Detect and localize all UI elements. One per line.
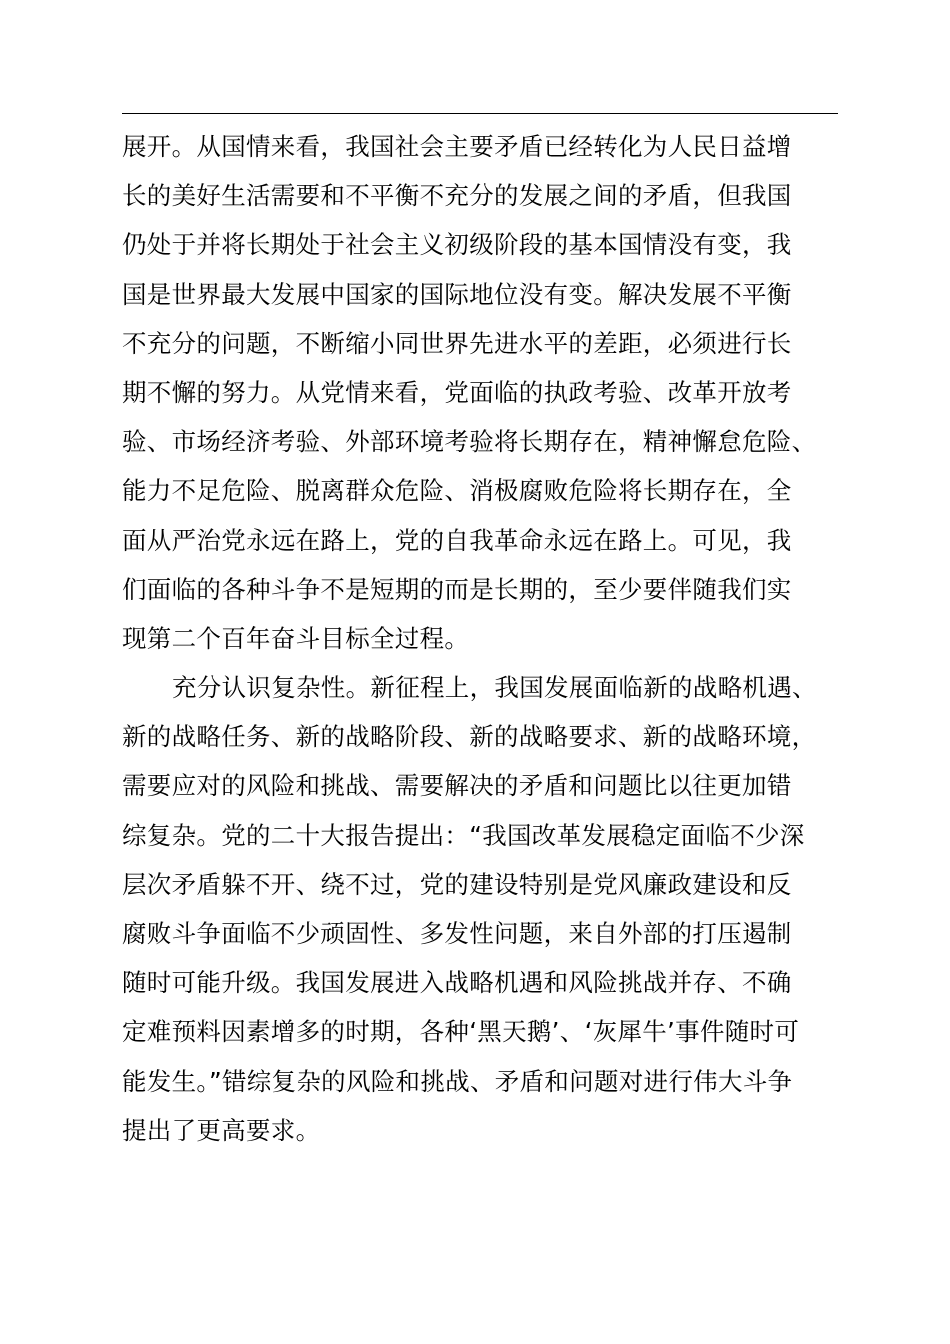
header-rule <box>122 113 838 114</box>
text-line: 定难预料因素增多的时期，各种‘黑天鹅’、‘灰犀牛’事件随时可 <box>122 1017 800 1047</box>
text-line: 腐败斗争面临不少顽固性、多发性问题，来自外部的打压遏制 <box>122 919 792 948</box>
paragraph-complexity <box>122 663 842 1155</box>
text-line: 新的战略任务、新的战略阶段、新的战略要求、新的战略环境， <box>122 722 817 752</box>
text-line: 能力不足危险、脱离群众危险、消极腐败危险将长期存在，全 <box>122 476 792 506</box>
text-line-first: 充分认识复杂性。新征程上，我国发展面临新的战略机遇、 <box>172 673 817 703</box>
text-line: 长的美好生活需要和不平衡不充分的发展之间的矛盾，但我国 <box>122 181 792 211</box>
text-line: 不充分的问题，不断缩小同世界先进水平的差距，必须进行长 <box>122 328 792 358</box>
text-line: 现第二个百年奋斗目标全过程。 <box>122 623 470 653</box>
document-body <box>122 122 842 1155</box>
text-line: 层次矛盾躲不开、绕不过，党的建设特别是党风廉政建设和反 <box>122 869 792 899</box>
text-line: 随时可能升级。我国发展进入战略机遇和风险挑战并存、不确 <box>122 968 792 998</box>
text-line: 国是世界最大发展中国家的国际地位没有变。解决发展不平衡 <box>122 279 792 309</box>
text-line: 提出了更高要求。 <box>122 1115 321 1145</box>
text-line: 面从严治党永远在路上，党的自我革命永远在路上。可见，我 <box>122 525 792 555</box>
text-line: 展开。从国情来看，我国社会主要矛盾已经转化为人民日益增 <box>122 132 792 161</box>
text-line: 期不懈的努力。从党情来看，党面临的执政考验、改革开放考 <box>122 377 792 407</box>
text-line: 仍处于并将长期处于社会主义初级阶段的基本国情没有变，我 <box>122 230 792 260</box>
text-line: 们面临的各种斗争不是短期的而是长期的，至少要伴随我们实 <box>122 574 792 604</box>
text-line: 综复杂。党的二十大报告提出：“我国改革发展稳定面临不少深 <box>122 820 805 850</box>
text-line: 能发生。”错综复杂的风险和挑战、矛盾和问题对进行伟大斗争 <box>122 1066 793 1096</box>
paragraph-continued <box>122 122 842 663</box>
text-line: 验、市场经济考验、外部环境考验将长期存在，精神懈怠危险、 <box>122 427 817 457</box>
text-line: 需要应对的风险和挑战、需要解决的矛盾和问题比以往更加错 <box>122 771 792 801</box>
